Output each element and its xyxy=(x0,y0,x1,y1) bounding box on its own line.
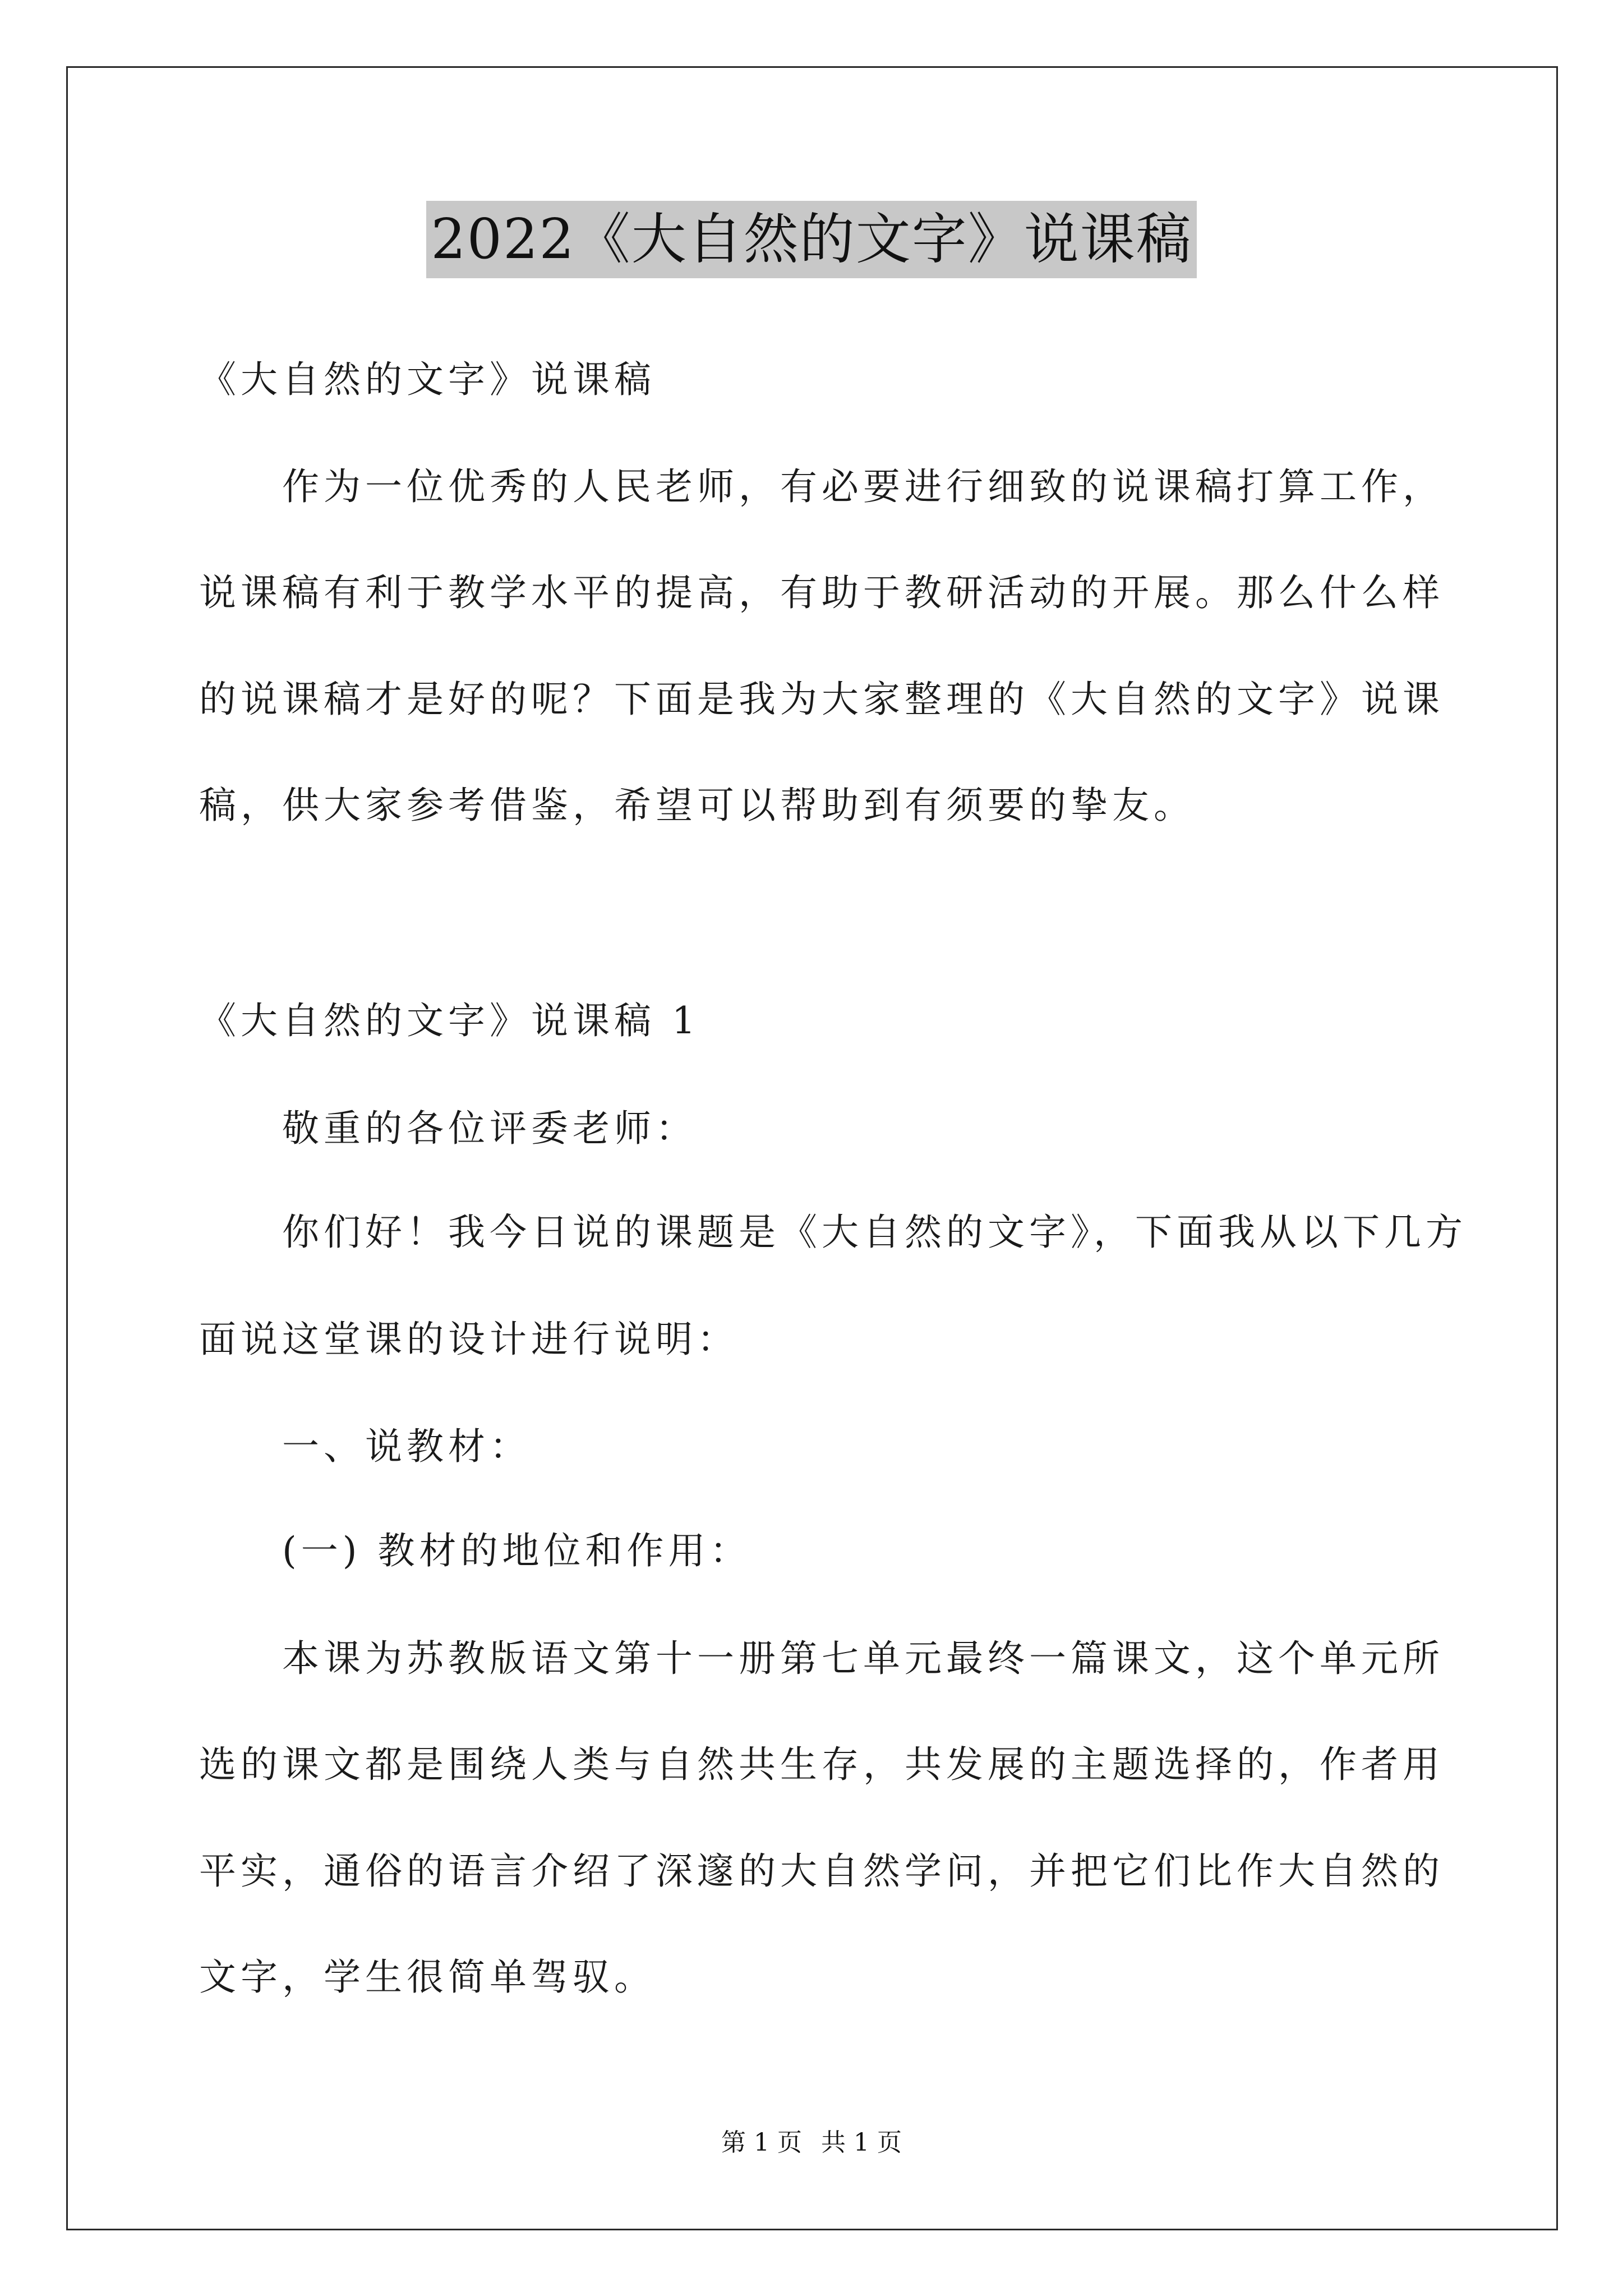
paragraph-line: 选的课文都是围绕人类与自然共生存，共发展的主题选择的，作者用 xyxy=(199,1743,1444,1786)
paragraph-line: 平实，通俗的语言介绍了深邃的大自然学问，并把它们比作大自然的 xyxy=(199,1849,1444,1893)
intro-line: 说课稿有利于教学水平的提高，有助于教研活动的开展。那么什么样 xyxy=(199,571,1444,614)
title-container xyxy=(0,201,1623,278)
page-total: 共 1 页 xyxy=(821,2128,902,2157)
paragraph-line: 本课为苏教版语文第十一册第七单元最终一篇课文，这个单元所 xyxy=(282,1637,1444,1680)
heading-one: 一、说教材： xyxy=(282,1425,531,1468)
document-title: 2022《大自然的文字》说课稿 xyxy=(426,201,1196,278)
intro-line: 的说课稿才是好的呢？下面是我为大家整理的《大自然的文字》说课 xyxy=(199,678,1444,721)
page-number: 第 1 页 xyxy=(721,2128,802,2157)
intro-line: 稿，供大家参考借鉴，希望可以帮助到有须要的挚友。 xyxy=(199,784,1195,827)
page-footer xyxy=(0,2126,1623,2160)
section-heading: 《大自然的文字》说课稿 1 xyxy=(199,999,700,1042)
intro-line: 作为一位优秀的人民老师，有必要进行细致的说课稿打算工作， xyxy=(282,465,1444,508)
body-line: 面说这堂课的设计进行说明： xyxy=(199,1318,739,1361)
paragraph-line: 文字，学生很简单驾驭。 xyxy=(199,1955,656,1999)
heading-sub: (一) 教材的地位和作用： xyxy=(282,1529,751,1572)
body-line: 你们好！我今日说的课题是《大自然的文字》，下面我从以下几方 xyxy=(282,1211,1467,1254)
greeting: 敬重的各位评委老师： xyxy=(282,1107,697,1150)
document-subtitle: 《大自然的文字》说课稿 xyxy=(199,358,656,401)
